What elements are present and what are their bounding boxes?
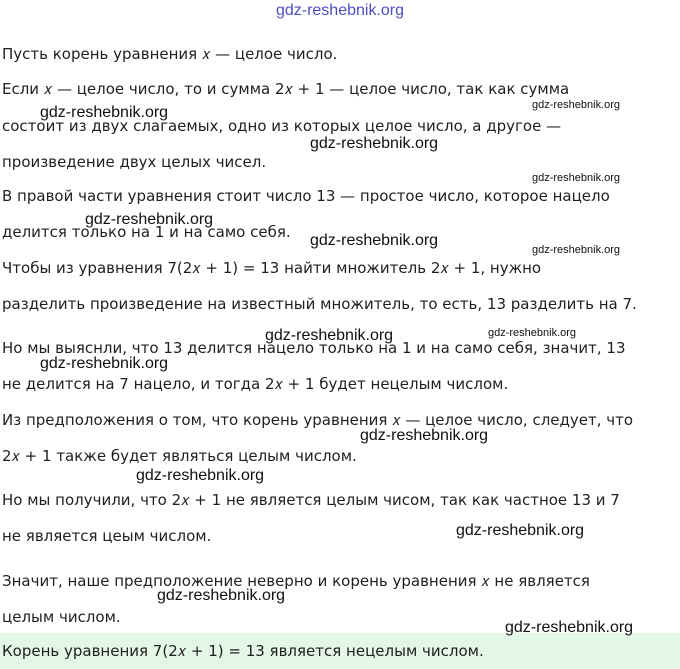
- watermark: gdz-reshebnik.org: [532, 99, 621, 111]
- watermark: gdz-reshebnik.org: [136, 467, 265, 484]
- site-header-link[interactable]: gdz-reshebnik.org: [275, 2, 405, 19]
- final-answer-box: [0, 633, 680, 669]
- solution-line: В правой части уравнения стоит число 13 — простое число, которое нацело: [2, 187, 610, 205]
- watermark: gdz-reshebnik.org: [532, 244, 621, 256]
- solution-line: Чтобы из уравнения 7(2𝑥 + 1) = 13 найти множитель 2𝑥 + 1, нужно: [2, 259, 542, 277]
- watermark: gdz-reshebnik.org: [157, 587, 286, 604]
- solution-line: произведение двух целых чисел.: [2, 153, 267, 171]
- solution-line: 2𝑥 + 1 также будет являться целым числом.: [2, 447, 357, 465]
- watermark: gdz-reshebnik.org: [310, 135, 439, 152]
- watermark: gdz-reshebnik.org: [505, 619, 634, 636]
- solution-line: состоит из двух слагаемых, одно из которых целое число, а другое —: [2, 117, 562, 135]
- solution-line: Из предположения о том, что корень уравнения 𝑥 — целое число, следует, что: [2, 411, 634, 429]
- solution-line: не делится на 7 нацело, и тогда 2𝑥 + 1 будет нецелым числом.: [2, 375, 509, 393]
- solution-line: Но мы получили, что 2𝑥 + 1 не является целым чисом, так как частное 13 и 7: [2, 491, 620, 509]
- watermark: gdz-reshebnik.org: [40, 355, 169, 372]
- solution-line: Пусть корень уравнения 𝑥 — целое число.: [2, 45, 338, 63]
- watermark: gdz-reshebnik.org: [488, 327, 577, 339]
- watermark: gdz-reshebnik.org: [532, 172, 621, 184]
- watermark: gdz-reshebnik.org: [310, 232, 439, 249]
- solution-line: Значит, наше предположение неверно и корень уравнения 𝑥 не является: [2, 572, 590, 590]
- solution-line: делится только на 1 и на само себя.: [2, 223, 291, 241]
- solution-line: разделить произведение на известный множитель, то есть, 13 разделить на 7.: [2, 295, 637, 313]
- watermark: gdz-reshebnik.org: [40, 104, 169, 121]
- watermark: gdz-reshebnik.org: [456, 522, 585, 539]
- watermark: gdz-reshebnik.org: [265, 327, 394, 344]
- watermark: gdz-reshebnik.org: [85, 211, 214, 228]
- final-answer-text: Корень уравнения 7(2𝑥 + 1) = 13 является нецелым числом.: [2, 642, 484, 660]
- solution-line: не является цеым числом.: [2, 527, 212, 545]
- solution-line: целым числом.: [2, 608, 121, 626]
- watermark: gdz-reshebnik.org: [360, 427, 489, 444]
- solution-line: Если 𝑥 — целое число, то и сумма 2𝑥 + 1 — целое число, так как сумма: [2, 80, 570, 98]
- solution-line: Но мы выяснли, что 13 делится нацело только на 1 и на само себя, значит, 13: [2, 339, 626, 357]
